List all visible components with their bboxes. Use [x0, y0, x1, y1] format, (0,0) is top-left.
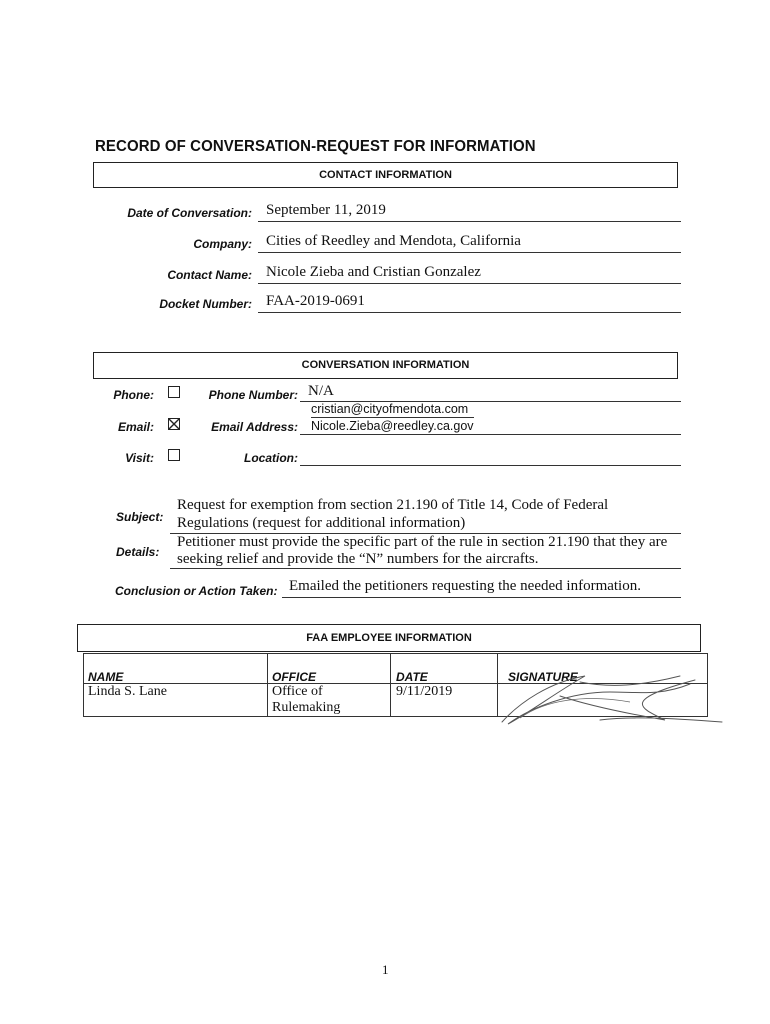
employee-office-cell-line-1: Office of [272, 684, 323, 699]
phone-number-label: Phone Number: [208, 388, 298, 402]
email-address-1-line [311, 417, 474, 418]
subject-line-1: Request for exemption from section 21.190 of Title 14, Code of Federal [177, 497, 609, 513]
employee-name-cell: Linda S. Lane [88, 684, 167, 699]
email-address-1: cristian@cityofmendota.com [311, 402, 469, 416]
conclusion-line [282, 597, 681, 598]
details-label: Details: [116, 545, 160, 559]
employee-date-cell: 9/11/2019 [396, 684, 453, 699]
subject-line-2: Regulations (request for additional information) [177, 515, 466, 531]
conversation-info-header [93, 352, 678, 379]
location-label: Location: [244, 451, 298, 465]
date-of-conversation-value: September 11, 2019 [266, 202, 386, 218]
company-label: Company: [193, 237, 252, 251]
signature-scribble-icon [490, 662, 730, 732]
email-checkbox-mark-icon [168, 418, 180, 430]
company-line [258, 252, 681, 253]
phone-number-value: N/A [308, 383, 334, 399]
subject-label: Subject: [116, 510, 164, 524]
column-signature-header: SIGNATURE [508, 670, 578, 684]
column-date-header: DATE [396, 670, 428, 684]
docket-number-label: Docket Number: [159, 297, 252, 311]
docket-number-value: FAA-2019-0691 [266, 293, 365, 309]
employee-table-divider-1 [267, 653, 268, 717]
visit-checkbox[interactable] [168, 449, 180, 461]
email-address-line [300, 434, 681, 435]
contact-info-heading: CONTACT INFORMATION [319, 169, 452, 181]
contact-name-value: Nicole Zieba and Cristian Gonzalez [266, 264, 481, 280]
phone-label: Phone: [113, 388, 154, 402]
email-address-label: Email Address: [211, 420, 298, 434]
email-label: Email: [117, 420, 154, 434]
conversation-info-heading: CONVERSATION INFORMATION [301, 359, 470, 371]
column-office-header: OFFICE [272, 670, 316, 684]
contact-name-label: Contact Name: [167, 268, 252, 282]
details-line-2: seeking relief and provide the “N” numbers for the aircrafts. [177, 551, 539, 567]
details-line-1: Petitioner must provide the specific part of the rule in section 21.190 that they are [177, 534, 668, 550]
date-of-conversation-line [258, 221, 681, 222]
employee-table-divider-2 [390, 653, 391, 717]
phone-checkbox[interactable] [168, 386, 180, 398]
company-value: Cities of Reedley and Mendota, California [266, 233, 521, 249]
column-name-header: NAME [88, 670, 124, 684]
employee-info-header [77, 624, 701, 652]
conclusion-value: Emailed the petitioners requesting the needed information. [289, 578, 641, 594]
page-number: 1 [382, 962, 389, 977]
docket-number-line [258, 312, 681, 313]
contact-info-header [93, 162, 678, 188]
email-checkbox[interactable] [168, 418, 180, 430]
details-line [170, 568, 681, 569]
visit-label: Visit: [125, 451, 154, 465]
contact-name-line [258, 283, 681, 284]
conclusion-label: Conclusion or Action Taken: [115, 584, 278, 598]
document-title: RECORD OF CONVERSATION-REQUEST FOR INFORMATION [95, 137, 536, 156]
location-line [300, 465, 681, 466]
employee-info-heading: FAA EMPLOYEE INFORMATION [306, 632, 472, 644]
email-address-2: Nicole.Zieba@reedley.ca.gov [311, 419, 474, 433]
employee-office-cell-line-2: Rulemaking [272, 700, 341, 715]
date-of-conversation-label: Date of Conversation: [127, 206, 252, 220]
